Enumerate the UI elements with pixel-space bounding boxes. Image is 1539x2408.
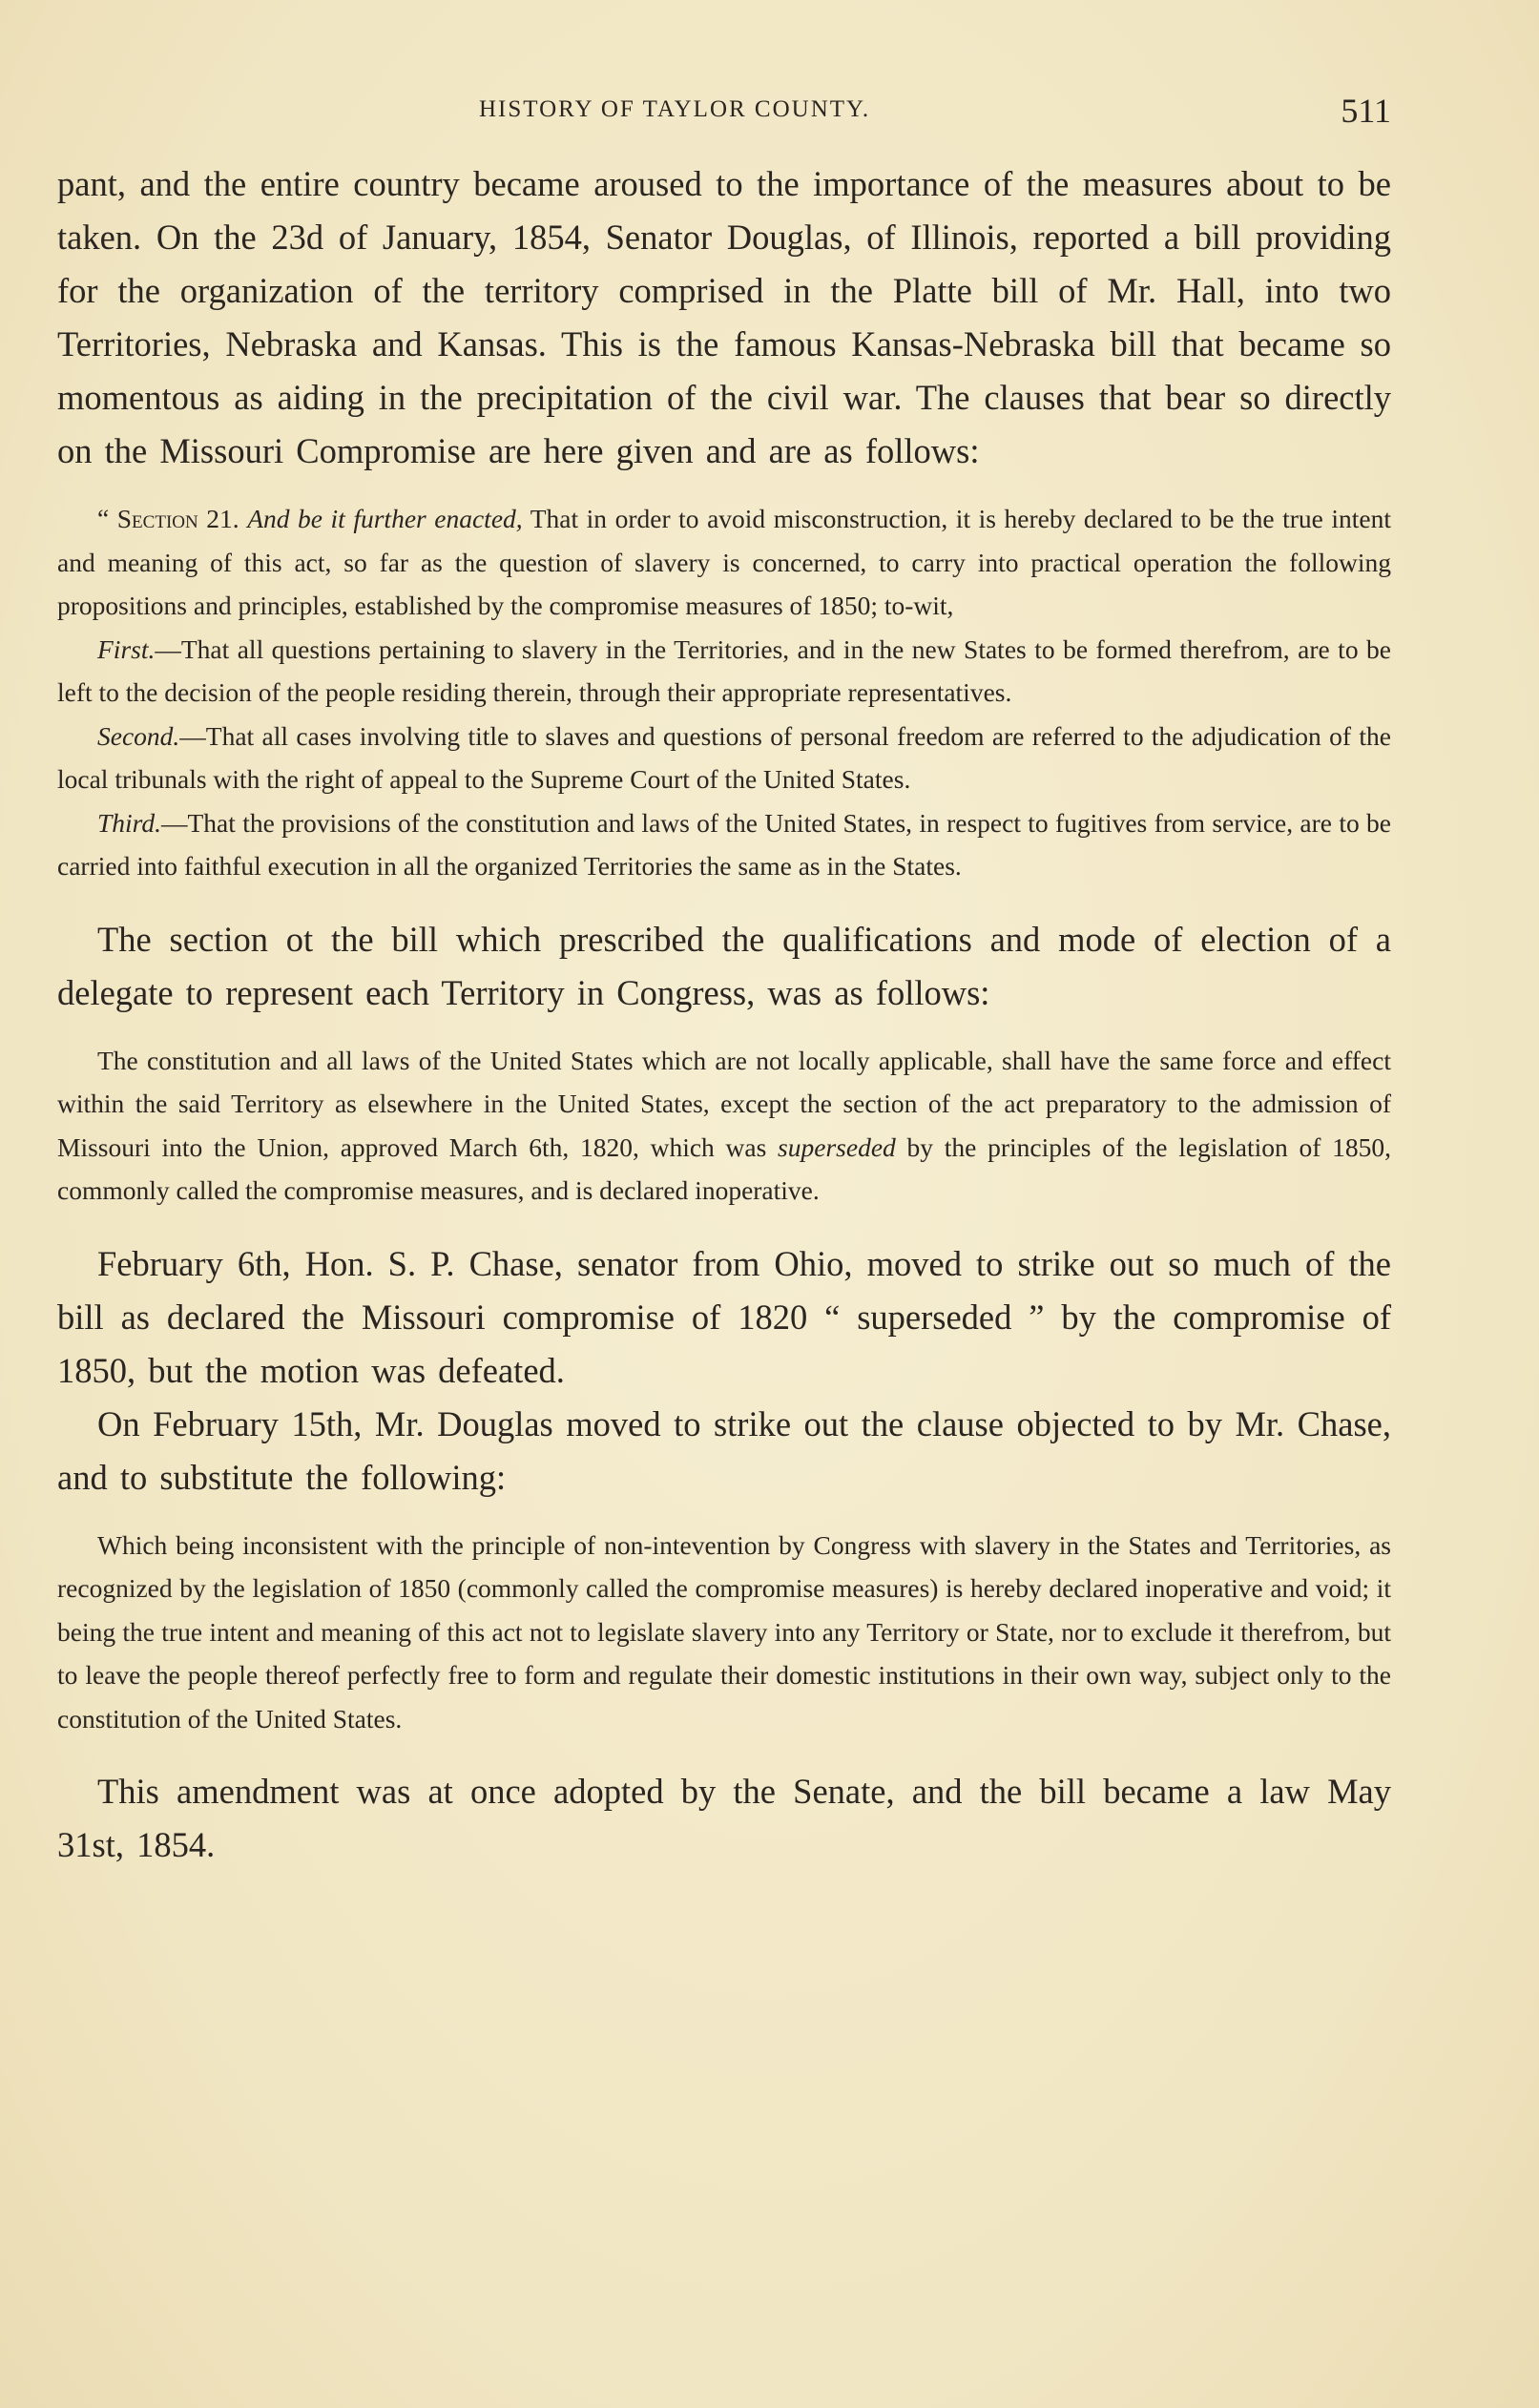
quote-first [57,628,1391,715]
quote-amendment: Which being inconsistent with the principle of non-intevention by Congress with slavery in the States and Territories, as recognized by the legislation of 1850 (commonly called the compromise measures) is hereby declared inoperative and void; it being the true intent and meaning of this act not to legislate slavery into any Territory or State, nor to exclude it therefrom, but to leave the people thereof perfectly free to form and regulate their domestic institutions in their own way, subject only to the constitution of the United States. [57,1529,1391,1733]
quote-third [57,801,1391,888]
paragraph-conclusion: This amendment was at once adopted by the Senate, and the bill became a law May 31st, 1854. [57,1772,1391,1864]
third-label: Third. [97,807,161,838]
delegate-text-b: by the principles of the legislation of 1850, commonly called the compromise measures, and is declared inoperative. [57,1131,1392,1205]
open-quote: “ [97,504,110,533]
page-number: 511 [1341,92,1391,130]
superseded-word: superseded [778,1131,896,1162]
paragraph-intro: pant, and the entire country became aroused to the importance of the measures about to be taken. On the 23d of January, 1854, Senator Douglas, of Illinois, reported a bill providing for the organization of the territory comprised in the Platte bill of Mr. Hall, into two Territories, Nebraska and Kansas. This is the famous Kansas-Nebraska bill that became so momentous as aiding in the precipitation of the civil war. The clauses that bear so directly on the Missouri Compromise are here given and are as follows: [57,164,1391,470]
paragraph-delegate-section: The section ot the bill which prescribed the qualifications and mode of election of a delegate to represent each Territory in Congress, was as follows: [57,919,1391,1012]
enacting-clause: And be it further enacted, [247,504,523,533]
paragraph-douglas-motion: On February 15th, Mr. Douglas moved to strike out the clause objected to by Mr. Chase, and to substitute the following: [57,1403,1391,1497]
second-text: —That all cases involving title to slaves and questions of personal freedom are referred to the adjudication of the local tribunals with the right of appeal to the Supreme Court of the United States. [57,720,1391,794]
paragraph-chase-motion: February 6th, Hon. S. P. Chase, senator from Ohio, moved to strike out so much of the bill as declared the Missouri compromise of 1820 “ superseded ” by the compromise of 1850, but the motion was defeated. [57,1243,1391,1390]
section-21-text: That in order to avoid misconstruction, it is hereby declared to be the true intent and meaning of this act, so far as the question of slavery is concerned, to carry into practical operation the following propositions and principles, established by the compromise measures of 1850; to-wit, [57,504,1392,620]
delegate-text-a: The constitution and all laws of the United States which are not locally applicable, shall have the same force and effect within the said Territory as elsewhere in the United States, except the section of the act preparatory to the admission of Missouri into the Union, approved March 6th, 1820, which was [57,1045,1391,1162]
third-text: —That the provisions of the constitution and laws of the United States, in respect to fugitives from service, are to be carried into faithful execution in all the organized Territories the same as in the States. [57,807,1391,881]
page-header [57,91,1391,138]
quote-delegate [57,1039,1391,1213]
section-label: Section 21. [116,504,239,533]
first-text: —That all questions pertaining to slavery in the Territories, and in the new States to be formed therefrom, are to be left to the decision of the people residing therein, through their appropriate representatives. [57,633,1391,707]
quote-second [57,715,1391,801]
first-label: First. [97,633,156,664]
running-head: HISTORY OF TAYLOR COUNTY. [479,96,871,122]
page-body [57,157,1391,1872]
quote-section-21 [57,497,1391,628]
second-label: Second. [97,720,180,751]
